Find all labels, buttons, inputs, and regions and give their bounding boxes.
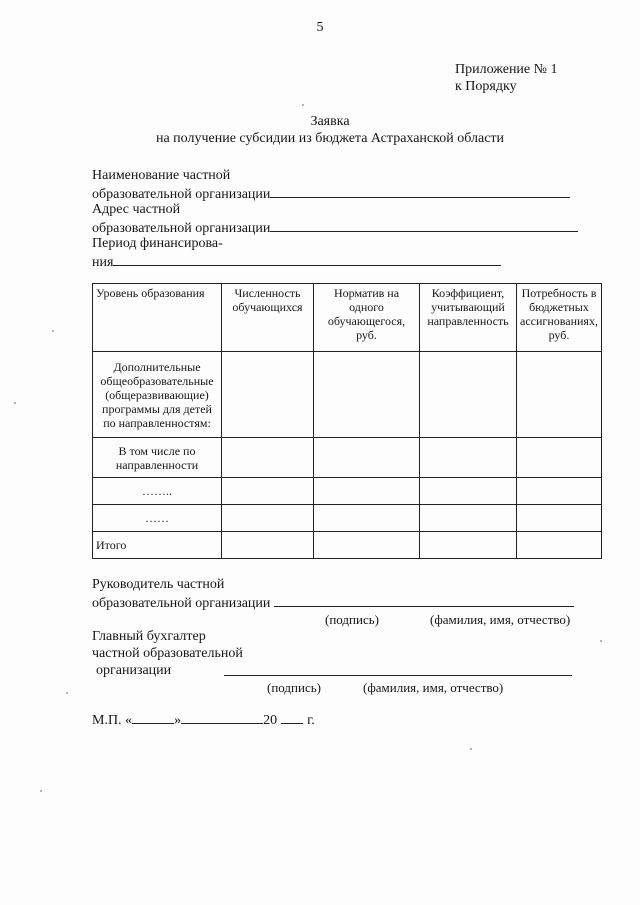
row-label: Дополнительные общеобразовательные (общеразвивающие) программы для детей по направленностям: xyxy=(93,352,222,438)
table-cell[interactable] xyxy=(517,505,602,532)
header-coef: Коэффициент, учитывающий направленность xyxy=(420,284,517,352)
scan-speck xyxy=(470,748,472,750)
table-cell[interactable] xyxy=(222,438,314,478)
header-need: Потребность в бюджетных ассигнованиях, руб. xyxy=(517,284,602,352)
appendix-line-2: к Порядку xyxy=(455,79,517,94)
head-label-1: Руководитель частной xyxy=(92,577,225,592)
row-label: В том числе по направленности xyxy=(93,438,222,478)
acct-label-3: организации xyxy=(96,663,172,678)
acct-label-2: частной образовательной xyxy=(92,646,243,661)
period-label-1: Период финансирова- xyxy=(92,236,223,251)
org-name-row xyxy=(92,184,578,201)
scan-speck xyxy=(14,402,16,404)
document-title xyxy=(0,113,640,147)
date-year-blank[interactable] xyxy=(281,710,303,724)
address-label-2: образовательной организации xyxy=(92,221,271,236)
table-row xyxy=(93,505,602,532)
appendix-header xyxy=(455,61,558,95)
scan-speck xyxy=(52,330,54,332)
table-cell[interactable] xyxy=(420,532,517,559)
head-caption-sign: (подпись) xyxy=(325,612,379,627)
table-row xyxy=(93,438,602,478)
application-fields xyxy=(92,167,578,269)
row-label-total: Итого xyxy=(93,532,222,559)
row-label: …… xyxy=(93,505,222,532)
head-caption-name: (фамилия, имя, отчество) xyxy=(430,612,571,627)
stamp-year-suffix: г. xyxy=(307,713,315,728)
header-count: Численность обучающихся xyxy=(222,284,314,352)
table-row xyxy=(93,478,602,505)
table-cell[interactable] xyxy=(517,352,602,438)
address-label-1: Адрес частной xyxy=(92,202,181,217)
table-cell[interactable] xyxy=(420,438,517,478)
acct-signature-blank[interactable] xyxy=(224,662,572,676)
date-month-blank[interactable] xyxy=(181,710,263,724)
head-label-2: образовательной организации xyxy=(92,596,271,611)
title-line-2: на получение субсидии из бюджета Астраханской области xyxy=(155,131,505,146)
table-cell[interactable] xyxy=(222,352,314,438)
table-cell[interactable] xyxy=(314,478,420,505)
table-total-row xyxy=(93,532,602,559)
table-cell[interactable] xyxy=(314,438,420,478)
table-cell[interactable] xyxy=(517,438,602,478)
header-level: Уровень образования xyxy=(93,284,222,352)
address-blank[interactable] xyxy=(270,218,578,232)
table-cell[interactable] xyxy=(222,505,314,532)
scan-speck xyxy=(600,640,602,642)
period-row xyxy=(92,252,578,269)
head-signature-blank[interactable] xyxy=(274,593,574,607)
appendix-line-1: Приложение № 1 xyxy=(455,62,558,77)
org-name-label-1: Наименование частной xyxy=(92,168,231,183)
budget-table xyxy=(92,283,602,559)
acct-caption-sign: (подпись) xyxy=(267,680,321,695)
stamp-year-prefix: 20 xyxy=(263,713,278,728)
period-label-2: ния xyxy=(92,255,114,270)
scan-speck xyxy=(302,104,304,106)
address-row xyxy=(92,218,578,235)
table-cell[interactable] xyxy=(222,478,314,505)
table-cell[interactable] xyxy=(314,352,420,438)
head-row xyxy=(92,593,574,612)
stamp-quote-close: » xyxy=(174,713,182,728)
org-name-blank[interactable] xyxy=(270,184,570,198)
period-blank[interactable] xyxy=(113,252,501,266)
title-line-1: Заявка xyxy=(310,114,350,129)
table-cell[interactable] xyxy=(517,532,602,559)
scan-speck xyxy=(66,692,68,694)
table-cell[interactable] xyxy=(314,532,420,559)
header-norm: Норматив на одного обучающегося, руб. xyxy=(314,284,420,352)
acct-label-1: Главный бухгалтер xyxy=(92,629,206,644)
table-cell[interactable] xyxy=(420,478,517,505)
table-cell[interactable] xyxy=(222,532,314,559)
acct-caption-name: (фамилия, имя, отчество) xyxy=(363,680,504,695)
stamp-mp: М.П. « xyxy=(92,713,133,728)
accountant-signature-block xyxy=(92,628,243,679)
table-header-row xyxy=(93,284,602,352)
stamp-date-line xyxy=(92,710,315,729)
row-label: …….. xyxy=(93,478,222,505)
table-cell[interactable] xyxy=(314,505,420,532)
table-row xyxy=(93,352,602,438)
table-cell[interactable] xyxy=(420,352,517,438)
scan-speck xyxy=(40,790,42,792)
page-number: 5 xyxy=(316,20,324,35)
table-cell[interactable] xyxy=(517,478,602,505)
org-name-label-2: образовательной организации xyxy=(92,187,271,202)
head-signature-block xyxy=(92,576,574,612)
date-day-blank[interactable] xyxy=(132,710,174,724)
table-cell[interactable] xyxy=(420,505,517,532)
